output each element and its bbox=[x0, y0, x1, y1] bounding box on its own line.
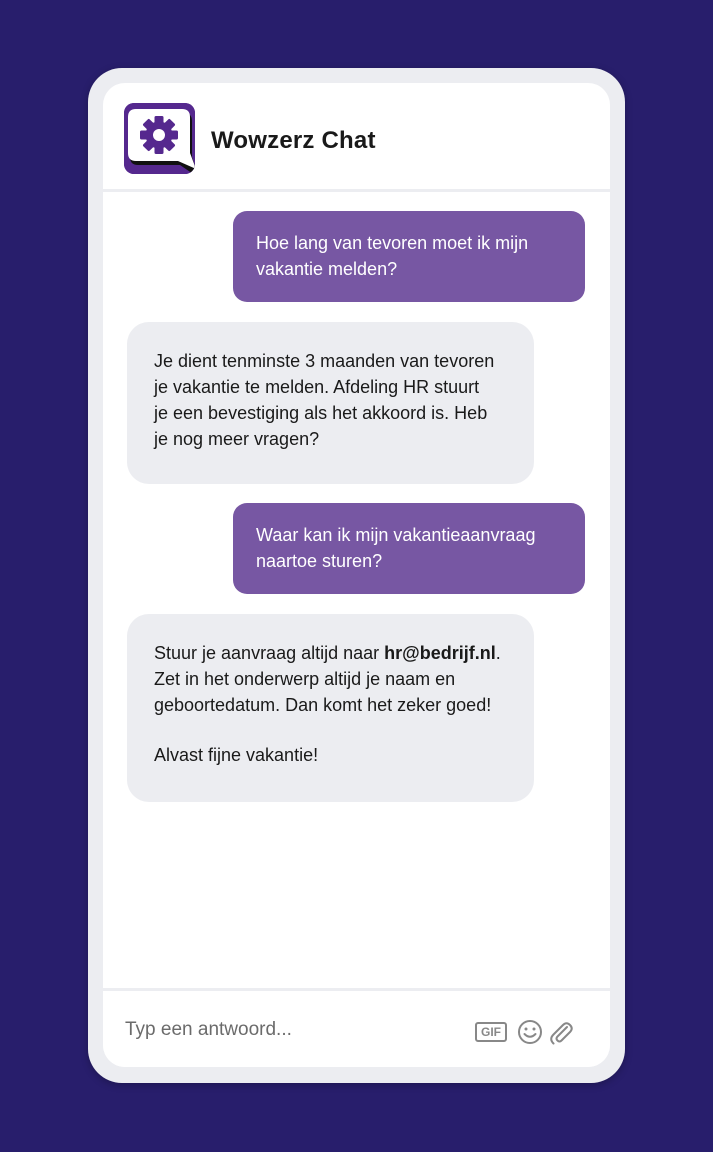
message-line: Zet in het onderwerp altijd je naam en bbox=[154, 669, 456, 689]
bot-message-1 bbox=[127, 322, 534, 484]
message-line: Waar kan ik mijn vakantieaanvraag bbox=[256, 525, 536, 545]
message-line: vakantie melden? bbox=[256, 259, 398, 279]
message-line: Hoe lang van tevoren moet ik mijn bbox=[256, 233, 529, 253]
chat-header bbox=[103, 83, 610, 192]
reply-input[interactable] bbox=[125, 1013, 455, 1047]
message-composer bbox=[103, 988, 610, 1067]
bot-message-2 bbox=[127, 614, 534, 802]
chat-window bbox=[103, 83, 610, 1067]
gif-button[interactable] bbox=[473, 1018, 509, 1046]
app-title: Wowzerz Chat bbox=[211, 127, 376, 154]
user-message-2 bbox=[233, 503, 585, 594]
message-line: Alvast fijne vakantie! bbox=[154, 745, 319, 765]
message-line: je een bevestiging als het akkoord is. Heb bbox=[154, 403, 488, 423]
message-text: Stuur je aanvraag altijd naar bbox=[154, 643, 385, 663]
phone-frame bbox=[88, 68, 625, 1083]
message-line: naartoe sturen? bbox=[256, 551, 383, 571]
message-line: je nog meer vragen? bbox=[154, 429, 320, 449]
message-line: je vakantie te melden. Afdeling HR stuurt bbox=[154, 377, 480, 397]
paperclip-icon bbox=[548, 1018, 574, 1046]
message-line: Je dient tenminste 3 maanden van tevoren bbox=[154, 351, 495, 371]
message-spacer bbox=[154, 718, 510, 742]
gear-speech-bubble-icon bbox=[124, 103, 195, 174]
email-address: hr@bedrijf.nl bbox=[384, 643, 496, 663]
user-message-1 bbox=[233, 211, 585, 302]
emoji-button[interactable] bbox=[516, 1018, 544, 1046]
smiley-icon bbox=[517, 1019, 543, 1045]
message-line bbox=[154, 640, 510, 666]
attach-button[interactable] bbox=[547, 1018, 575, 1046]
gif-label: GIF bbox=[475, 1022, 507, 1042]
message-text: . bbox=[495, 643, 501, 663]
message-line: geboortedatum. Dan komt het zeker goed! bbox=[154, 695, 492, 715]
